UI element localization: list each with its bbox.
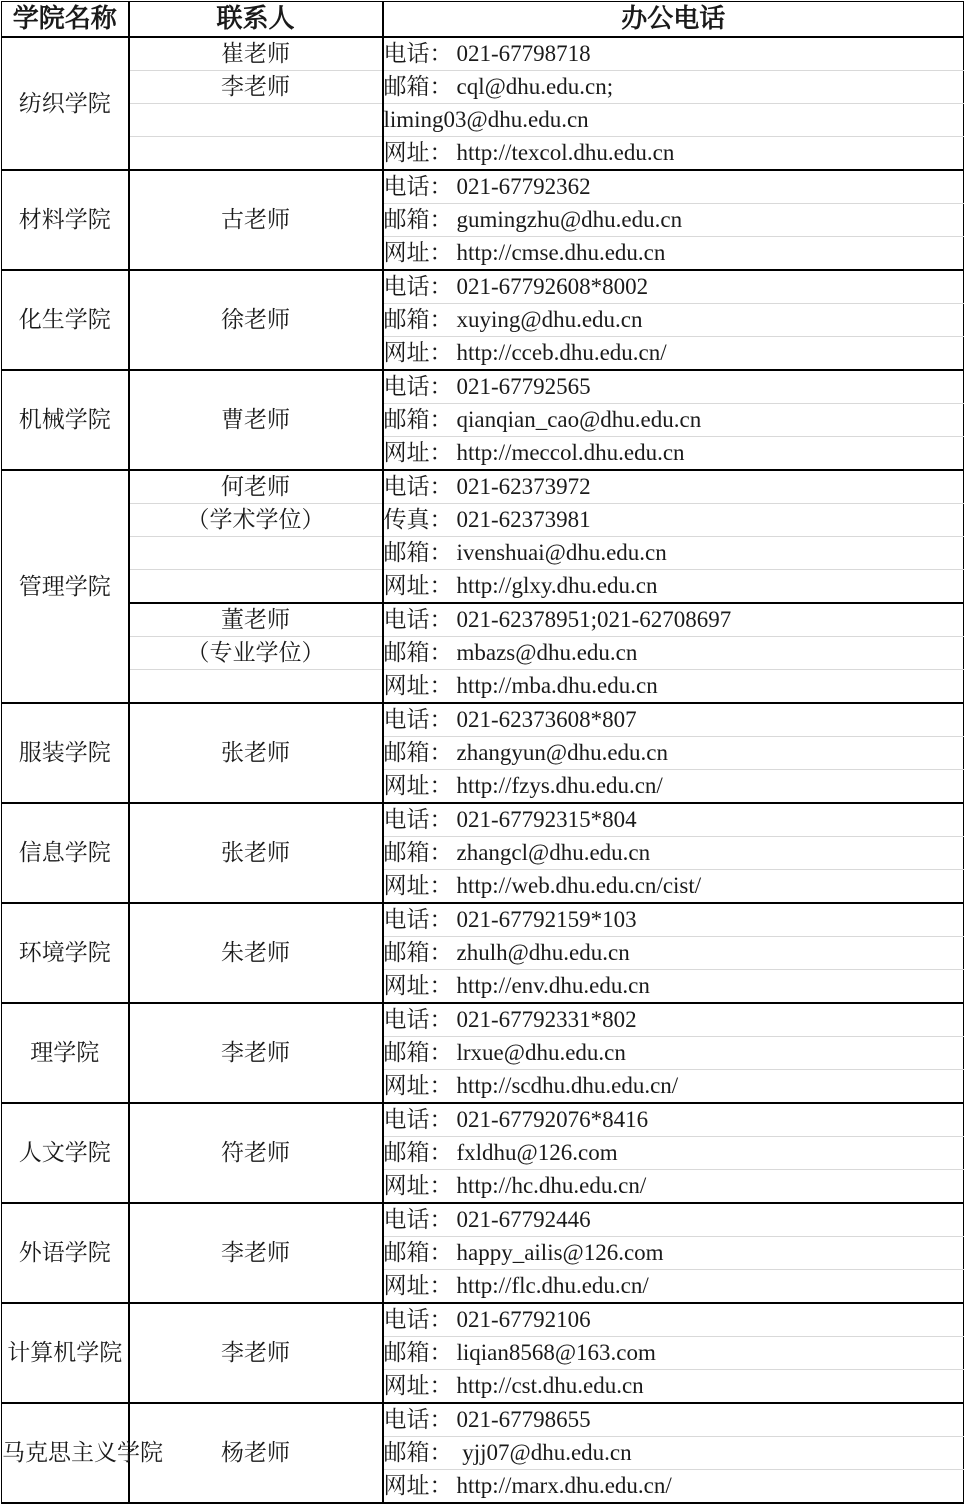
contact-info [383, 670, 964, 704]
contact-person: 李老师 [129, 1303, 383, 1403]
contact-info [383, 37, 964, 71]
college-name: 理学院 [2, 1003, 129, 1103]
contact-person: 朱老师 [129, 903, 383, 1003]
info-value: 021-67792608*8002 [456, 274, 649, 299]
info-label: 网址： [383, 773, 453, 798]
contact-info [383, 870, 964, 904]
contact-info [383, 437, 964, 471]
info-value: 021-67792446 [456, 1207, 591, 1232]
info-label: 邮箱： [383, 1340, 453, 1365]
info-value: http://glxy.dhu.edu.cn [456, 573, 658, 598]
table-row [2, 170, 964, 204]
info-value: qianqian_cao@dhu.edu.cn [456, 407, 702, 432]
contact-person: 崔老师 [129, 37, 383, 71]
table-row [2, 137, 964, 171]
contact-person [129, 570, 383, 604]
info-label: 电话： [383, 174, 453, 199]
info-value: http://env.dhu.edu.cn [456, 973, 650, 998]
contact-person: 杨老师 [129, 1403, 383, 1503]
info-value: 021-62373972 [456, 474, 591, 499]
table-row [2, 603, 964, 637]
contact-info [383, 1370, 964, 1404]
info-value: ivenshuai@dhu.edu.cn [456, 540, 667, 565]
contact-info [383, 71, 964, 104]
info-label: 传真： [383, 507, 453, 532]
info-label: 电话： [383, 474, 453, 499]
info-label: 电话： [383, 41, 453, 66]
table-body [2, 37, 964, 1503]
info-value: http://cceb.dhu.edu.cn/ [456, 340, 667, 365]
contact-person [129, 670, 383, 704]
info-label: 邮箱： [383, 1240, 453, 1265]
info-label: 网址： [383, 973, 453, 998]
info-label: 邮箱： [383, 1140, 453, 1165]
info-label: 邮箱： [383, 840, 453, 865]
contact-info [383, 770, 964, 804]
college-name: 计算机学院 [2, 1303, 129, 1403]
college-name: 服装学院 [2, 703, 129, 803]
info-label: 邮箱： [383, 407, 453, 432]
contact-person: 李老师 [129, 1003, 383, 1103]
table-row [2, 370, 964, 404]
info-label: 电话： [383, 607, 453, 632]
header-row [2, 2, 964, 38]
info-value: zhangyun@dhu.edu.cn [456, 740, 669, 765]
info-value: http://hc.dhu.edu.cn/ [456, 1173, 647, 1198]
table-row [2, 1003, 964, 1037]
contact-person: 古老师 [129, 170, 383, 270]
table-row [2, 703, 964, 737]
table-row [2, 670, 964, 704]
college-name: 马克思主义学院 [2, 1403, 129, 1503]
college-name: 材料学院 [2, 170, 129, 270]
contact-person: 曹老师 [129, 370, 383, 470]
college-name: 纺织学院 [2, 37, 129, 170]
table-row [2, 903, 964, 937]
info-value: 021-67792106 [456, 1307, 591, 1332]
contact-info [383, 1203, 964, 1237]
info-label: 电话： [383, 1207, 453, 1232]
info-value: 021-67792362 [456, 174, 591, 199]
contact-person: 何老师 [129, 470, 383, 504]
info-label: 电话： [383, 707, 453, 732]
contact-info [383, 603, 964, 637]
contact-person: 张老师 [129, 703, 383, 803]
info-value: http://marx.dhu.edu.cn/ [456, 1473, 672, 1498]
info-value: http://meccol.dhu.edu.cn [456, 440, 685, 465]
contact-info [383, 1270, 964, 1304]
contact-info [383, 404, 964, 437]
contact-info [383, 937, 964, 970]
info-value: zhangcl@dhu.edu.cn [456, 840, 651, 865]
table-row [2, 470, 964, 504]
contact-info [383, 170, 964, 204]
contact-info [383, 370, 964, 404]
info-label: 电话： [383, 374, 453, 399]
info-value: 021-62373981 [456, 507, 591, 532]
info-label: 网址： [383, 140, 453, 165]
header-college: 学院名称 [2, 2, 129, 38]
info-label: 邮箱： [383, 207, 453, 232]
header-phone: 办公电话 [383, 2, 964, 38]
info-value: http://cst.dhu.edu.cn [456, 1373, 644, 1398]
info-label: 网址： [383, 1173, 453, 1198]
contact-info [383, 1403, 964, 1437]
contact-info [383, 1303, 964, 1337]
table-row [2, 1303, 964, 1337]
contact-info [383, 470, 964, 504]
info-label: 邮箱： [383, 740, 453, 765]
info-value: gumingzhu@dhu.edu.cn [456, 207, 683, 232]
info-label: 电话： [383, 1307, 453, 1332]
info-label: 网址： [383, 573, 453, 598]
contact-info [383, 703, 964, 737]
info-label: 电话： [383, 907, 453, 932]
info-value: 021-62378951;021-62708697 [456, 607, 732, 632]
info-label: 邮箱： [383, 940, 453, 965]
contact-person: 李老师 [129, 1203, 383, 1303]
table-row [2, 1203, 964, 1237]
contact-info [383, 837, 964, 870]
contact-person: 徐老师 [129, 270, 383, 370]
contact-info [383, 1103, 964, 1137]
info-label: 电话： [383, 274, 453, 299]
contact-info [383, 570, 964, 604]
contact-person: 符老师 [129, 1103, 383, 1203]
college-name: 外语学院 [2, 1203, 129, 1303]
college-name: 人文学院 [2, 1103, 129, 1203]
contact-info [383, 1337, 964, 1370]
contact-info [383, 337, 964, 371]
table-row [2, 104, 964, 137]
info-value: fxldhu@126.com [456, 1140, 618, 1165]
contact-person: （专业学位） [129, 637, 383, 670]
info-label: 邮箱： [383, 640, 453, 665]
contacts-table [1, 1, 964, 1504]
contact-person [129, 137, 383, 171]
info-label: 网址： [383, 1473, 453, 1498]
info-value: zhulh@dhu.edu.cn [456, 940, 630, 965]
header-contact: 联系人 [129, 2, 383, 38]
info-value: 021-67792565 [456, 374, 591, 399]
info-label: 邮箱： [383, 1440, 453, 1465]
info-value: xuying@dhu.edu.cn [456, 307, 643, 332]
college-name: 环境学院 [2, 903, 129, 1003]
info-value: liqian8568@163.com [456, 1340, 656, 1365]
info-label: 电话： [383, 1107, 453, 1132]
info-value: http://texcol.dhu.edu.cn [456, 140, 675, 165]
info-label: 邮箱： [383, 540, 453, 565]
contact-info [383, 137, 964, 171]
contact-info [383, 637, 964, 670]
contact-info [383, 1437, 964, 1470]
table-row [2, 37, 964, 71]
contact-info [383, 537, 964, 570]
info-label: 网址： [383, 440, 453, 465]
table-row [2, 637, 964, 670]
info-value: yjj07@dhu.edu.cn [456, 1440, 632, 1465]
info-value: 021-67792331*802 [456, 1007, 637, 1032]
info-value: http://scdhu.dhu.edu.cn/ [456, 1073, 679, 1098]
table-row [2, 270, 964, 304]
contact-person: （学术学位） [129, 504, 383, 537]
contact-info [383, 1137, 964, 1170]
contact-info [383, 1237, 964, 1270]
contact-info [383, 1037, 964, 1070]
college-name: 信息学院 [2, 803, 129, 903]
info-value: 021-67792076*8416 [456, 1107, 649, 1132]
contact-info [383, 803, 964, 837]
info-label: 网址： [383, 340, 453, 365]
contact-info [383, 1470, 964, 1504]
contact-info [383, 737, 964, 770]
contact-person: 董老师 [129, 603, 383, 637]
info-label: 网址： [383, 240, 453, 265]
contact-info [383, 504, 964, 537]
contact-info [383, 1170, 964, 1204]
contact-info [383, 1003, 964, 1037]
info-value: 021-67792159*103 [456, 907, 637, 932]
contact-info [383, 970, 964, 1004]
info-label: 邮箱： [383, 74, 453, 99]
info-label: 邮箱： [383, 307, 453, 332]
contact-info [383, 903, 964, 937]
info-value: lrxue@dhu.edu.cn [456, 1040, 626, 1065]
contact-person: 张老师 [129, 803, 383, 903]
contact-info [383, 304, 964, 337]
contact-info [383, 104, 964, 137]
college-name: 化生学院 [2, 270, 129, 370]
contact-info [383, 270, 964, 304]
table-row [2, 537, 964, 570]
info-label: 网址： [383, 873, 453, 898]
info-label: 网址： [383, 1073, 453, 1098]
info-label: 电话： [383, 1007, 453, 1032]
info-label: 网址： [383, 1273, 453, 1298]
info-value: http://mba.dhu.edu.cn [456, 673, 658, 698]
info-value: http://web.dhu.edu.cn/cist/ [456, 873, 702, 898]
contact-person: 李老师 [129, 71, 383, 104]
info-value: http://flc.dhu.edu.cn/ [456, 1273, 649, 1298]
contact-info [383, 237, 964, 271]
table-row [2, 504, 964, 537]
info-value: http://cmse.dhu.edu.cn [456, 240, 666, 265]
contact-person [129, 104, 383, 137]
table-row [2, 570, 964, 604]
info-value: http://fzys.dhu.edu.cn/ [456, 773, 663, 798]
college-name: 管理学院 [2, 470, 129, 703]
college-name: 机械学院 [2, 370, 129, 470]
contact-info [383, 204, 964, 237]
info-value: 021-67798655 [456, 1407, 591, 1432]
table-row [2, 1103, 964, 1137]
info-value: 021-67792315*804 [456, 807, 637, 832]
info-label: 网址： [383, 1373, 453, 1398]
info-label: 电话： [383, 807, 453, 832]
contact-person [129, 537, 383, 570]
info-label: 邮箱： [383, 1040, 453, 1065]
info-value: liming03@dhu.edu.cn [383, 107, 589, 132]
table-row [2, 1403, 964, 1437]
contact-info [383, 1070, 964, 1104]
info-value: 021-62373608*807 [456, 707, 637, 732]
table-row [2, 803, 964, 837]
info-value: cql@dhu.edu.cn; [456, 74, 614, 99]
info-label: 电话： [383, 1407, 453, 1432]
table-row [2, 71, 964, 104]
info-value: mbazs@dhu.edu.cn [456, 640, 638, 665]
info-value: 021-67798718 [456, 41, 591, 66]
info-label: 网址： [383, 673, 453, 698]
info-value: happy_ailis@126.com [456, 1240, 664, 1265]
